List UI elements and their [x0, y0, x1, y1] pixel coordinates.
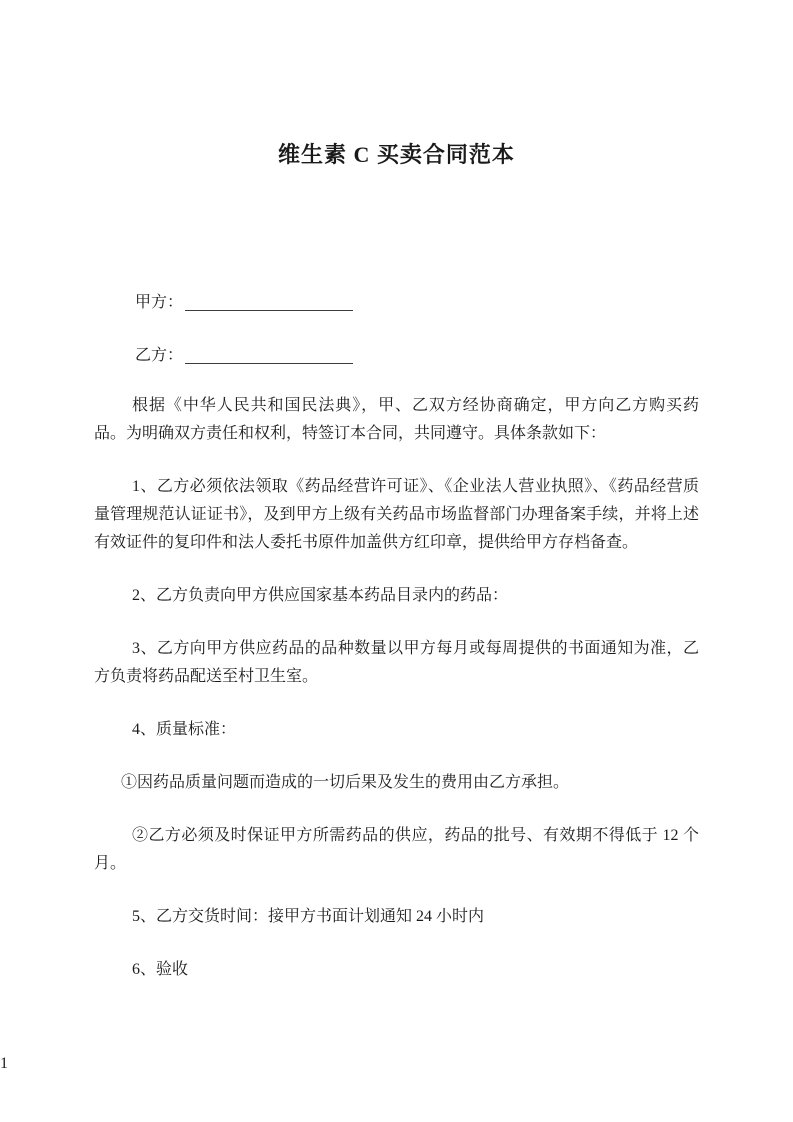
subclause-2-paragraph: ②乙方必须及时保证甲方所需药品的供应，药品的批号、有效期不得低于 12 个月。 — [94, 827, 699, 872]
clause-2-paragraph: 2、乙方负责向甲方供应国家基本药品目录内的药品： — [132, 587, 509, 604]
party-b-label: 乙方： — [135, 347, 184, 364]
clause-6-paragraph: 6、验收 — [132, 961, 189, 978]
party-b-line — [94, 342, 699, 370]
clause-3-paragraph: 3、乙方向甲方供应药品的品种数量以甲方每月或每周提供的书面通知为准，乙方负责将药品配送至村卫生室。 — [94, 640, 699, 685]
intro-paragraph: 根据《中华人民共和国民法典》，甲、乙双方经协商确定，甲方向乙方购买药品。为明确双方责任和权利，特签订本合同，共同遵守。具体条款如下： — [94, 397, 699, 442]
party-a-blank-line — [185, 292, 353, 311]
page-number: 1 — [0, 1055, 8, 1072]
subclause-1-paragraph: ①因药品质量问题而造成的一切后果及发生的费用由乙方承担。 — [121, 774, 570, 791]
clause-1-paragraph: 1、乙方必须依法领取《药品经营许可证》、《企业法人营业执照》、《药品经营质量管理规范认证证书》，及到甲方上级有关药品市场监督部门办理备案手续，并将上述有效证件的复印件和法人委托书原件加盖供方红印章，提供给甲方存档备查。 — [94, 478, 699, 551]
document-title: 维生素 C 买卖合同范本 — [278, 142, 515, 167]
party-b-blank-line — [185, 345, 353, 364]
clause-4-paragraph: 4、质量标准： — [132, 721, 237, 738]
party-a-label: 甲方： — [135, 294, 184, 311]
clause-5-paragraph: 5、乙方交货时间：接甲方书面计划通知 24 小时内 — [132, 908, 485, 925]
party-a-line — [94, 289, 699, 317]
